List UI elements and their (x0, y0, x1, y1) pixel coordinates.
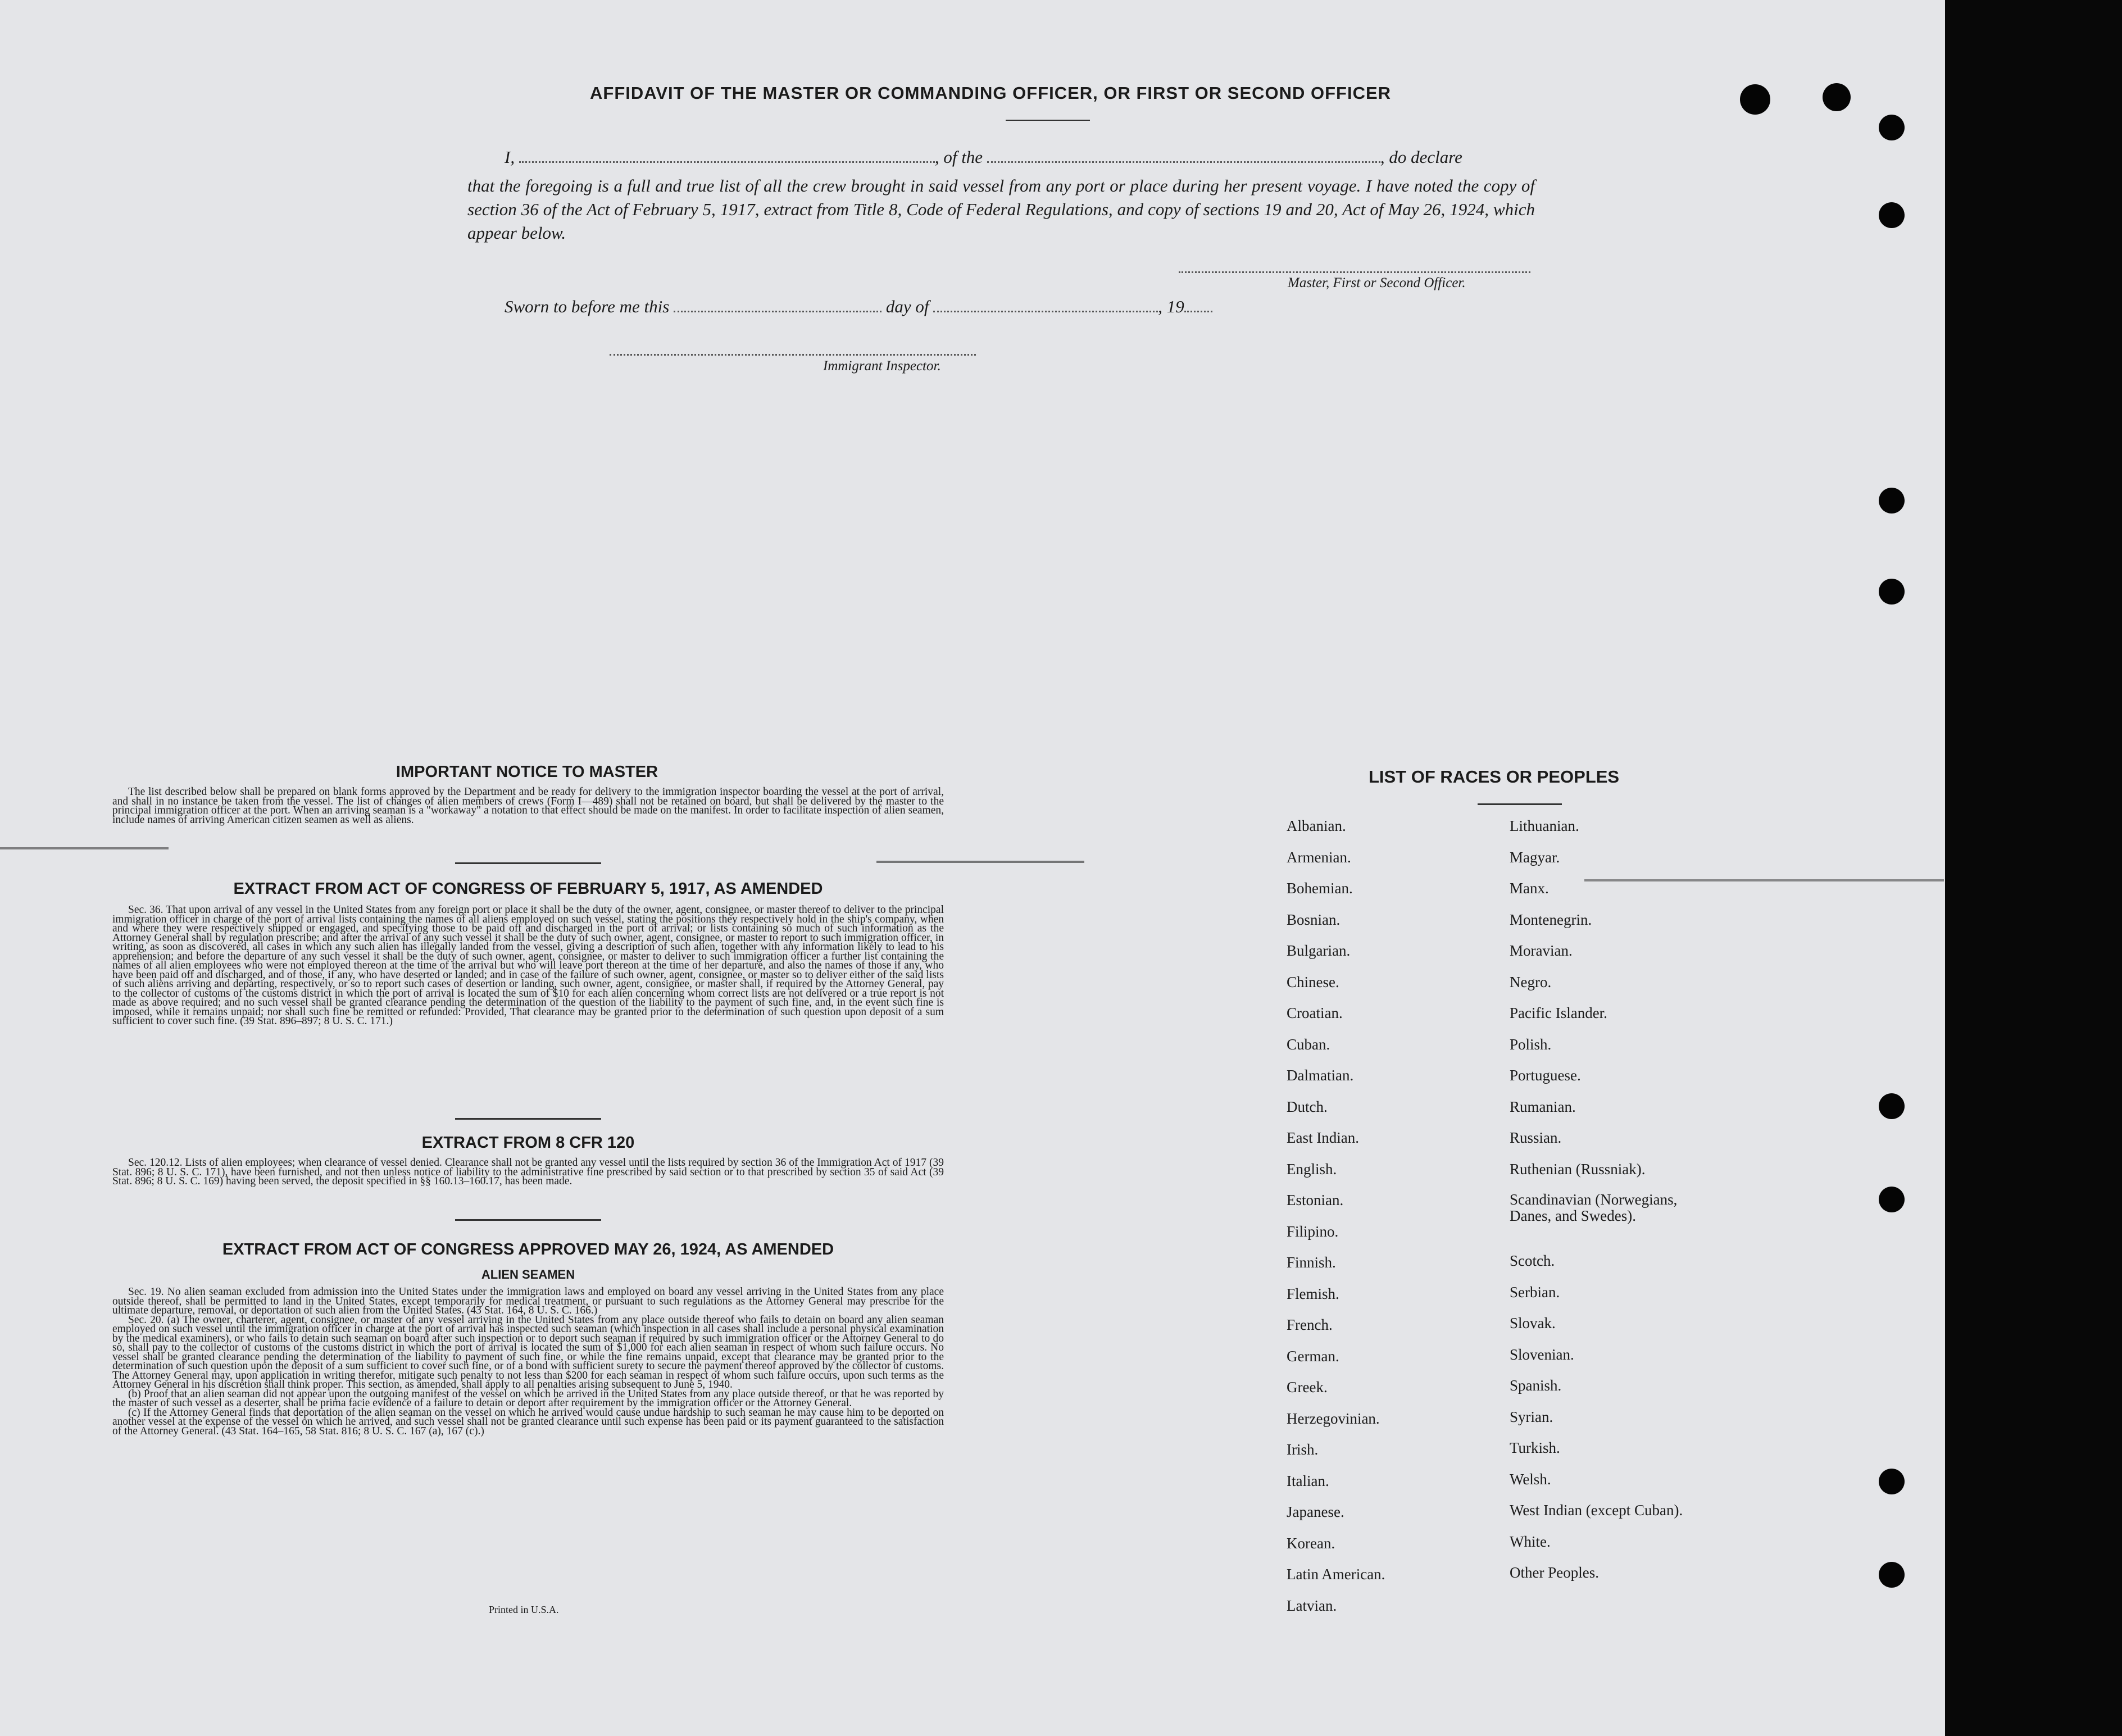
race-entry: Polish. (1510, 1035, 1552, 1053)
section-rule (455, 1118, 601, 1120)
notice-text (112, 788, 944, 825)
race-entry: White. (1510, 1533, 1551, 1550)
section-120-12-paragraph: Sec. 120.12. Lists of alien employees; when clearance of vessel denied. Clearance shall not be granted any vessel until the lists required by section 36 of the Immigration Act of 1917 (39 Stat. 896; 8 U. S. C. 171), have been furnished, and not then unless notice of liability to the administrative fine prescribed by said section or to that prescribed by section 35 of said Act (39 Stat. 896; 8 U. S. C. 169) having been served, the deposit specified in §§ 160.13–160.17, has been made. (112, 1157, 944, 1187)
race-entry: Montenegrin. (1510, 911, 1592, 928)
section-36-paragraph: Sec. 36. That upon arrival of any vessel in the United States from any foreign port or place it shall be the duty of the owner, agent, consignee, or master thereof to deliver to the principal immigration officer in charge of the port of arrival lists containing the names of all aliens employed on such vessel, stating the positions they respectively hold in the ship's company, when and where they were respectively shipped or engaged, and specifying those to be paid off and discharged in the port of arrival; or lists containing so much of such information as the Attorney General shall by regulation prescribe; and after the arrival of any such vessel it shall be the duty of such owner, agent, consignee, or master to report to such immigration officer, in writing, as soon as discovered, all cases in which any such alien has illegally landed from the vessel, giving a description of such alien, together with any information likely to lead to his apprehension; and before the departure of any such vessel it shall be the duty of such owner, agent, consignee, or master to deliver to such immigration officer a further list containing the names of all alien employees who were not employed thereon at the time of the arrival but who will leave port thereon at the time of her departure, and also the names of those if any, who have been paid off and discharged, and of those, if any, who have deserted or landed; and in case of the failure of such owner, agent, consignee, or master so to deliver either of the said lists of such aliens arriving and departing, respectively, or so to report such cases of desertion or landing, such owner, agent, consignee, or master shall, if required by the Attorney General, pay to the collector of customs of the customs district in which the port of arrival is located the sum of $10 for each alien concerning whom correct lists are not delivered or a true report is not made as above required; and no such vessel shall be granted clearance pending the determination of the question of the liability to the payment of such fine, and, in the event such fine is imposed, while it remains unpaid; nor shall such fine be remitted or refunded: Provided, That clearance may be granted prior to the determination of such question upon deposit of a sum sufficient to cover such fine. (39 Stat. 896–897; 8 U. S. C. 171.) (112, 904, 944, 1027)
race-entry: Greek. (1287, 1379, 1328, 1396)
master-signature-caption: Master, First or Second Officer. (1288, 275, 1466, 290)
extract-1917-text (112, 906, 944, 1026)
affidavit-statement: that the foregoing is a full and true list of all the crew brought in said vessel from any port or place during her present voyage. I have noted the copy of section 36 of the Act of February 5, 1917, extract from Title 8, Code of Federal Regulations, and copy of sections 19 and 20, Act of May 26, 1924, which appear below. (467, 176, 1535, 243)
section-20a-paragraph: Sec. 20. (a) The owner, charterer, agent, consignee, or master of any vessel arriving in the United States from any place outside thereof who fails to detain on board any alien seaman employed on such vessel until the immigration officer in charge at the port of arrival has inspected such seaman (which inspection in all cases shall include a personal physical examination by the medical examiners), or who fails to detain such seaman on board after such inspection or to deport such seaman if required by such immigration officer or the Attorney General to do so, shall pay to the collector of customs of the customs district in which the port of arrival is located the sum of $1,000 for each alien seaman in respect of whom such failure occurs. No vessel shall be granted clearance pending the determination of the liability to payment of such fine, or while the fine remains unpaid, except that clearance may be granted prior to the determination of such question upon the deposit of a sum sufficient to cover such fine, or of a bond with sufficient surety to secure the payment thereof approved by the collector of customs. The Attorney General may, upon application in writing therefor, mitigate such penalty to not less than $200 for each seaman in respect of whom such failure occurs, upon such terms as the Attorney General in his discretion shall think proper. This section, as amended, shall apply to all penalties arising subsequent to June 5, 1940. (112, 1314, 944, 1390)
race-entry: Chinese. (1287, 973, 1339, 990)
race-entry: Dutch. (1287, 1098, 1328, 1115)
race-entry: Italian. (1287, 1472, 1329, 1489)
race-entry: Korean. (1287, 1534, 1335, 1552)
printed-in-usa: Printed in U.S.A. (489, 1604, 559, 1615)
section-20c-paragraph: (c) If the Attorney General finds that deportation of the alien seaman on the vessel on which he arrived would cause undue hardship to such seaman he may cause him to be deported on another vessel at the expense of the vessel on which he arrived, and such vessel shall not be granted clearance until such expense has been paid or its payment guaranteed to the satisfaction of the Attorney General. (43 Stat. 164–165, 58 Stat. 816; 8 U. S. C. 167 (a), 167 (c).) (112, 1406, 944, 1437)
race-entry: French. (1287, 1316, 1333, 1333)
affidavit-title-rule (1006, 120, 1090, 121)
sworn-day-field[interactable] (674, 311, 881, 312)
vessel-label: , of the (934, 147, 983, 167)
race-entry: Croatian. (1287, 1005, 1343, 1021)
binder-hole (1740, 84, 1770, 115)
fold-crease (876, 861, 1084, 863)
race-entry: Welsh. (1510, 1470, 1551, 1488)
race-entry: West Indian (except Cuban). (1510, 1502, 1683, 1519)
race-entry: Herzegovinian. (1287, 1410, 1380, 1427)
race-entry: Portuguese. (1510, 1067, 1581, 1084)
fold-crease (0, 847, 169, 849)
vessel-name-field[interactable] (987, 161, 1380, 163)
sworn-line (505, 297, 1212, 317)
race-entry: Slovak. (1510, 1315, 1556, 1332)
race-entry: Syrian. (1510, 1408, 1553, 1425)
race-entry: Negro. (1510, 973, 1552, 990)
binder-hole (1879, 1562, 1905, 1588)
day-of-label: day of (885, 297, 929, 316)
race-entry: Flemish. (1287, 1285, 1339, 1302)
race-entry: Finnish. (1287, 1254, 1336, 1271)
race-entry: Serbian. (1510, 1283, 1560, 1301)
section-19-paragraph: Sec. 19. No alien seaman excluded from admission into the United States under the immigration laws and employed on board any vessel arriving in the United States from any place outside thereof, shall be permitted to land in the United States, except temporarily for medical treatment, or pursuant to such regulations as the Attorney General may prescribe for the ultimate departure, removal, or deportation of such alien from the United States. (43 Stat. 164, 8 U. S. C. 166.) (112, 1286, 944, 1316)
sworn-year-field[interactable] (1184, 311, 1212, 312)
race-entry: Latvian. (1287, 1597, 1337, 1614)
alien-seamen-subtitle: ALIEN SEAMEN (481, 1267, 575, 1281)
race-entry: Moravian. (1510, 942, 1573, 959)
sworn-label: Sworn to before me this (505, 297, 670, 316)
binder-hole (1879, 579, 1905, 605)
race-entry: Bulgarian. (1287, 942, 1351, 959)
race-entry: Lithuanian. (1510, 817, 1579, 834)
races-title-rule (1478, 803, 1562, 805)
race-entry: Filipino. (1287, 1223, 1339, 1240)
race-entry: Magyar. (1510, 848, 1560, 866)
race-entry: English. (1287, 1160, 1337, 1178)
race-entry: Estonian. (1287, 1192, 1344, 1208)
binder-hole (1879, 115, 1905, 140)
declarant-label: I, (505, 147, 515, 167)
affidavit-title: AFFIDAVIT OF THE MASTER OR COMMANDING OFFICER, OR FIRST OR SECOND OFFICER (590, 83, 1392, 103)
race-entry: Bosnian. (1287, 911, 1341, 928)
master-signature-line[interactable] (1179, 271, 1530, 273)
races-title: LIST OF RACES OR PEOPLES (1369, 767, 1620, 787)
section-rule (455, 1219, 601, 1221)
binder-hole (1823, 83, 1851, 111)
fold-crease (1584, 879, 1944, 881)
race-entry: Ruthenian (Russniak). (1510, 1160, 1646, 1178)
race-entry: Cuban. (1287, 1035, 1330, 1053)
race-entry: Latin American. (1287, 1566, 1385, 1583)
declaration-line (505, 147, 1462, 167)
declarant-name-field[interactable] (519, 161, 935, 163)
race-entry: Turkish. (1510, 1439, 1560, 1457)
binder-hole (1879, 1093, 1905, 1119)
race-entry: Albanian. (1287, 817, 1346, 834)
scan-border (1945, 0, 2122, 1736)
notice-title: IMPORTANT NOTICE TO MASTER (396, 763, 658, 781)
section-rule (455, 862, 601, 864)
race-entry: East Indian. (1287, 1129, 1359, 1146)
sworn-month-field[interactable] (933, 311, 1158, 312)
binder-hole (1879, 202, 1905, 228)
race-entry: Armenian. (1287, 848, 1351, 866)
race-entry: Other Peoples. (1510, 1564, 1599, 1582)
binder-hole (1879, 1187, 1905, 1212)
race-entry: Pacific Islander. (1510, 1005, 1607, 1021)
race-entry: Scandinavian (Norwegians, Danes, and Swedes). (1510, 1191, 1678, 1224)
extract-1924-text (112, 1288, 944, 1436)
race-entry: Japanese. (1287, 1503, 1344, 1520)
race-entry: German. (1287, 1347, 1339, 1365)
race-entry: Russian. (1510, 1129, 1562, 1146)
race-entry: Spanish. (1510, 1377, 1562, 1394)
race-entry: Manx. (1510, 880, 1549, 897)
notice-paragraph: The list described below shall be prepared on blank forms approved by the Department and be ready for delivery to the immigration inspector boarding the vessel at the port of arrival, and shall in no instance be taken from the vessel. The list of changes of alien members of crews (Form I—489) shall not be retained on board, but shall be delivered by the master to the principal immigration officer at the port. When an arriving seaman is a "workaway" a notation to that effect should be made on the manifest. In order to facilitate inspection of alien seamen, include names of arriving American citizen seamen as well as aliens. (112, 786, 944, 826)
binder-hole (1879, 488, 1905, 513)
race-entry: Irish. (1287, 1441, 1319, 1458)
declare-label: , do declare (1380, 147, 1462, 167)
race-entry: Bohemian. (1287, 880, 1353, 897)
year-label: , 19 (1158, 297, 1184, 316)
race-entry: Slovenian. (1510, 1346, 1574, 1363)
extract-1924-title: EXTRACT FROM ACT OF CONGRESS APPROVED MAY 26, 1924, AS AMENDED (222, 1240, 834, 1258)
inspector-signature-caption: Immigrant Inspector. (823, 358, 941, 374)
binder-hole (1879, 1469, 1905, 1494)
extract-1917-title: EXTRACT FROM ACT OF CONGRESS OF FEBRUARY 5, 1917, AS AMENDED (233, 880, 823, 898)
race-entry: Scotch. (1510, 1252, 1555, 1270)
section-20b-paragraph: (b) Proof that an alien seaman did not appear upon the outgoing manifest of the vessel on which he arrived in the United States from any place outside thereof, or that he was reported by the master of such vessel as a deserter, shall be prima facie evidence of a failure to detain or deport after requirement by the immigration officer or the Attorney General. (112, 1388, 944, 1409)
extract-cfr-title: EXTRACT FROM 8 CFR 120 (421, 1134, 635, 1152)
inspector-signature-line[interactable] (610, 354, 976, 356)
extract-cfr-text (112, 1158, 944, 1187)
race-entry: Rumanian. (1510, 1098, 1576, 1115)
race-entry: Dalmatian. (1287, 1067, 1354, 1084)
